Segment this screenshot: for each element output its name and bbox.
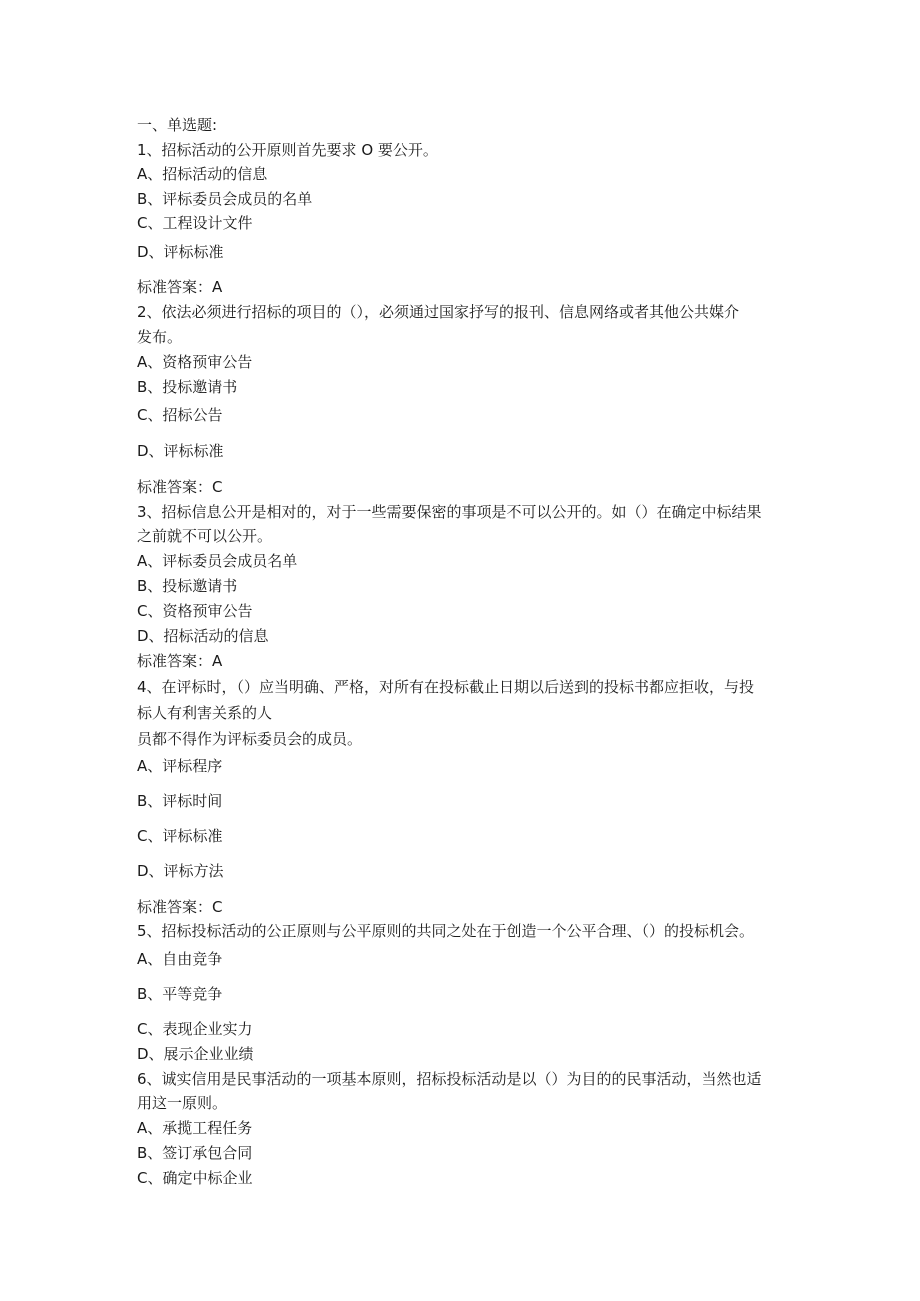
question-2-option-c: C、招标公告 <box>137 406 223 424</box>
question-3-option-b: B、投标邀请书 <box>137 577 238 595</box>
question-5-option-a: A、自由竞争 <box>137 950 223 968</box>
question-1-option-b: B、评标委员会成员的名单 <box>137 190 313 208</box>
question-1-stem: 1、招标活动的公开原则首先要求 O 要公开。 <box>137 141 438 159</box>
question-5-option-b: B、平等竞争 <box>137 985 223 1003</box>
question-3-option-a: A、评标委员会成员名单 <box>137 552 298 570</box>
question-4-option-a: A、评标程序 <box>137 757 223 775</box>
question-2-option-a: A、资格预审公告 <box>137 353 253 371</box>
question-5-option-c: C、表现企业实力 <box>137 1020 253 1038</box>
question-2-option-d: D、评标标准 <box>137 442 224 460</box>
question-6-option-b: B、签订承包合同 <box>137 1144 253 1162</box>
question-3-stem-line-1: 3、招标信息公开是相对的，对于一些需要保密的事项是不可以公开的。如（）在确定中标结果 <box>137 503 762 521</box>
question-1-option-d: D、评标标准 <box>137 243 224 261</box>
question-6-option-a: A、承揽工程任务 <box>137 1119 253 1137</box>
question-4-option-b: B、评标时间 <box>137 792 223 810</box>
question-5-stem: 5、招标投标活动的公正原则与公平原则的共同之处在于创造一个公平合理、（）的投标机会。 <box>137 922 755 940</box>
question-2-option-b: B、投标邀请书 <box>137 378 238 396</box>
question-6-option-c: C、确定中标企业 <box>137 1169 253 1187</box>
question-4-stem-line-1: 4、在评标时，（）应当明确、严格，对所有在投标截止日期以后送到的投标书都应拒收，与投 <box>137 678 755 696</box>
question-1-option-c: C、工程设计文件 <box>137 214 253 232</box>
question-1-answer: 标准答案：A <box>137 278 223 296</box>
question-2-stem-line-1: 2、依法必须进行招标的项目的（），必须通过国家抒写的报刊、信息网络或者其他公共媒介 <box>137 303 740 321</box>
question-1-option-a: A、招标活动的信息 <box>137 165 268 183</box>
question-4-option-c: C、评标标准 <box>137 827 223 845</box>
question-4-stem-line-3: 员都不得作为评标委员会的成员。 <box>137 730 363 748</box>
question-2-stem-line-2: 发布。 <box>137 328 183 346</box>
question-5-option-d: D、展示企业业绩 <box>137 1045 254 1063</box>
section-title: 一、单选题: <box>137 116 218 134</box>
question-3-option-c: C、资格预审公告 <box>137 602 253 620</box>
question-3-stem-line-2: 之前就不可以公开。 <box>137 527 273 545</box>
question-6-stem-line-1: 6、诚实信用是民事活动的一项基本原则，招标投标活动是以（）为目的的民事活动，当然也适 <box>137 1070 762 1088</box>
question-3-answer: 标准答案：A <box>137 652 223 670</box>
question-4-answer: 标准答案：C <box>137 898 223 916</box>
question-6-stem-line-2: 用这一原则。 <box>137 1094 228 1112</box>
question-4-option-d: D、评标方法 <box>137 862 224 880</box>
question-4-stem-line-2: 标人有利害关系的人 <box>137 704 273 722</box>
question-2-answer: 标准答案：C <box>137 478 223 496</box>
question-3-option-d: D、招标活动的信息 <box>137 627 269 645</box>
